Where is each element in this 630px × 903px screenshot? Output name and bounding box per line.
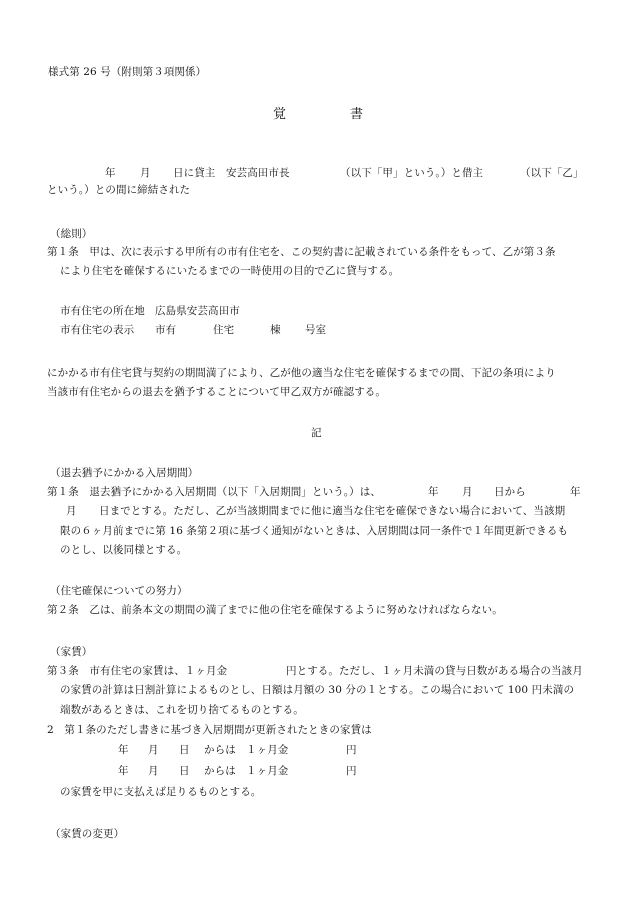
display-jutaku: 住宅 (213, 324, 235, 336)
rent-row-day: 日 (179, 744, 190, 756)
rent-paragraph2: 2 第１条のただし書きに基づき入居期間が更新されたときの家賃は (47, 724, 372, 736)
general-heading: （総則） (50, 228, 93, 240)
rent-row-year: 年 (118, 765, 129, 777)
residence-line3: 限の６ヶ月前までに第 16 条第２項に基づく通知がないときは、入居期間は同一条件で１年間更新できるも (60, 525, 569, 537)
preamble-year: 年 (105, 167, 116, 179)
residence-line2-month: 月 (66, 505, 77, 517)
preamble-day-lessor: 日に貸主 安芸高田市長 (173, 167, 290, 179)
housing-effort-heading: （住宅確保についての努力） (50, 585, 188, 597)
rent-row-month: 月 (148, 744, 159, 756)
rent-row-yen: 円 (346, 765, 357, 777)
preamble-month: 月 (140, 167, 151, 179)
ki-heading: 記 (311, 427, 322, 439)
rent-row-monthly: １ヶ月金 (246, 744, 289, 756)
article3-line1-b: 円とする。ただし、１ヶ月未満の貸与日数がある場合の当該月 (286, 665, 583, 677)
rent-row-year: 年 (118, 744, 129, 756)
residence-month: 月 (462, 486, 473, 498)
residence-article1-line1: 第１条 退去猶予にかかる入居期間（以下「入居期間」という。）は、 (47, 486, 381, 498)
article1-line1: 第１条 甲は、次に表示する甲所有の市有住宅を、この契約書に記載されている条件をもって、乙が第３条 (47, 246, 556, 258)
after-line1: にかかる市有住宅貸与契約の期間満了により、乙が他の適当な住宅を確保するまでの間、下記の条項により (47, 367, 556, 379)
preamble-kou: （以下「甲」という。）と借主 (340, 167, 484, 179)
location-value: 広島県安芸高田市 (155, 305, 240, 317)
location-label: 市有住宅の所在地 (60, 305, 145, 317)
rent-row-from: からは (204, 744, 236, 756)
residence-period-heading: （退去猶予にかかる入居期間） (50, 467, 199, 479)
residence-year: 年 (428, 486, 439, 498)
article3-line3: 端数があるときは、これを切り捨てるものとする。 (60, 704, 304, 716)
after-line2: 当該市有住宅からの退去を猶予することについて甲乙双方が確認する。 (47, 386, 386, 398)
rent-tail: の家賃を甲に支払えば足りるものとする。 (60, 786, 262, 798)
rent-heading: （家賃） (50, 646, 93, 658)
article3-line2: の家賃の計算は日割計算によるものとし、日額は月額の 30 分の１とする。この場合において 100 円未満の (60, 684, 575, 696)
rent-change-heading: （家賃の変更） (50, 828, 125, 840)
preamble-line2: という。）との間に締結された (47, 184, 191, 196)
rent-row-from: からは (204, 765, 236, 777)
title-left-char: 覚 (273, 107, 287, 122)
rent-row-month: 月 (148, 765, 159, 777)
residence-from: 日から (494, 486, 526, 498)
residence-line4: のとし、以後同様とする。 (60, 544, 188, 556)
rent-row-yen: 円 (346, 744, 357, 756)
display-label: 市有住宅の表示 (60, 324, 135, 336)
article2: 第２条 乙は、前条本文の期間の満了までに他の住宅を確保するように努めなければならない。 (47, 604, 503, 616)
display-goshitsu: 号室 (305, 324, 327, 336)
rent-row-day: 日 (179, 765, 190, 777)
rent-row-monthly: １ヶ月金 (246, 765, 289, 777)
residence-year2: 年 (570, 486, 581, 498)
display-shiyu: 市有 (155, 324, 177, 336)
article1-line2: により住宅を確保するにいたるまでの一時使用の目的で乙に貸与する。 (60, 265, 400, 277)
title-right-char: 書 (350, 107, 364, 122)
display-mune: 棟 (270, 324, 281, 336)
preamble-otsu-start: （以下「乙」 (520, 167, 584, 179)
form-number: 様式第 26 号（附則第３項関係） (48, 66, 207, 78)
article3-line1-a: 第３条 市有住宅の家賃は、１ヶ月金 (47, 665, 228, 677)
residence-line2: 日までとする。ただし、乙が当該期間までに他に適当な住宅を確保できない場合において、当該期 (99, 505, 566, 517)
